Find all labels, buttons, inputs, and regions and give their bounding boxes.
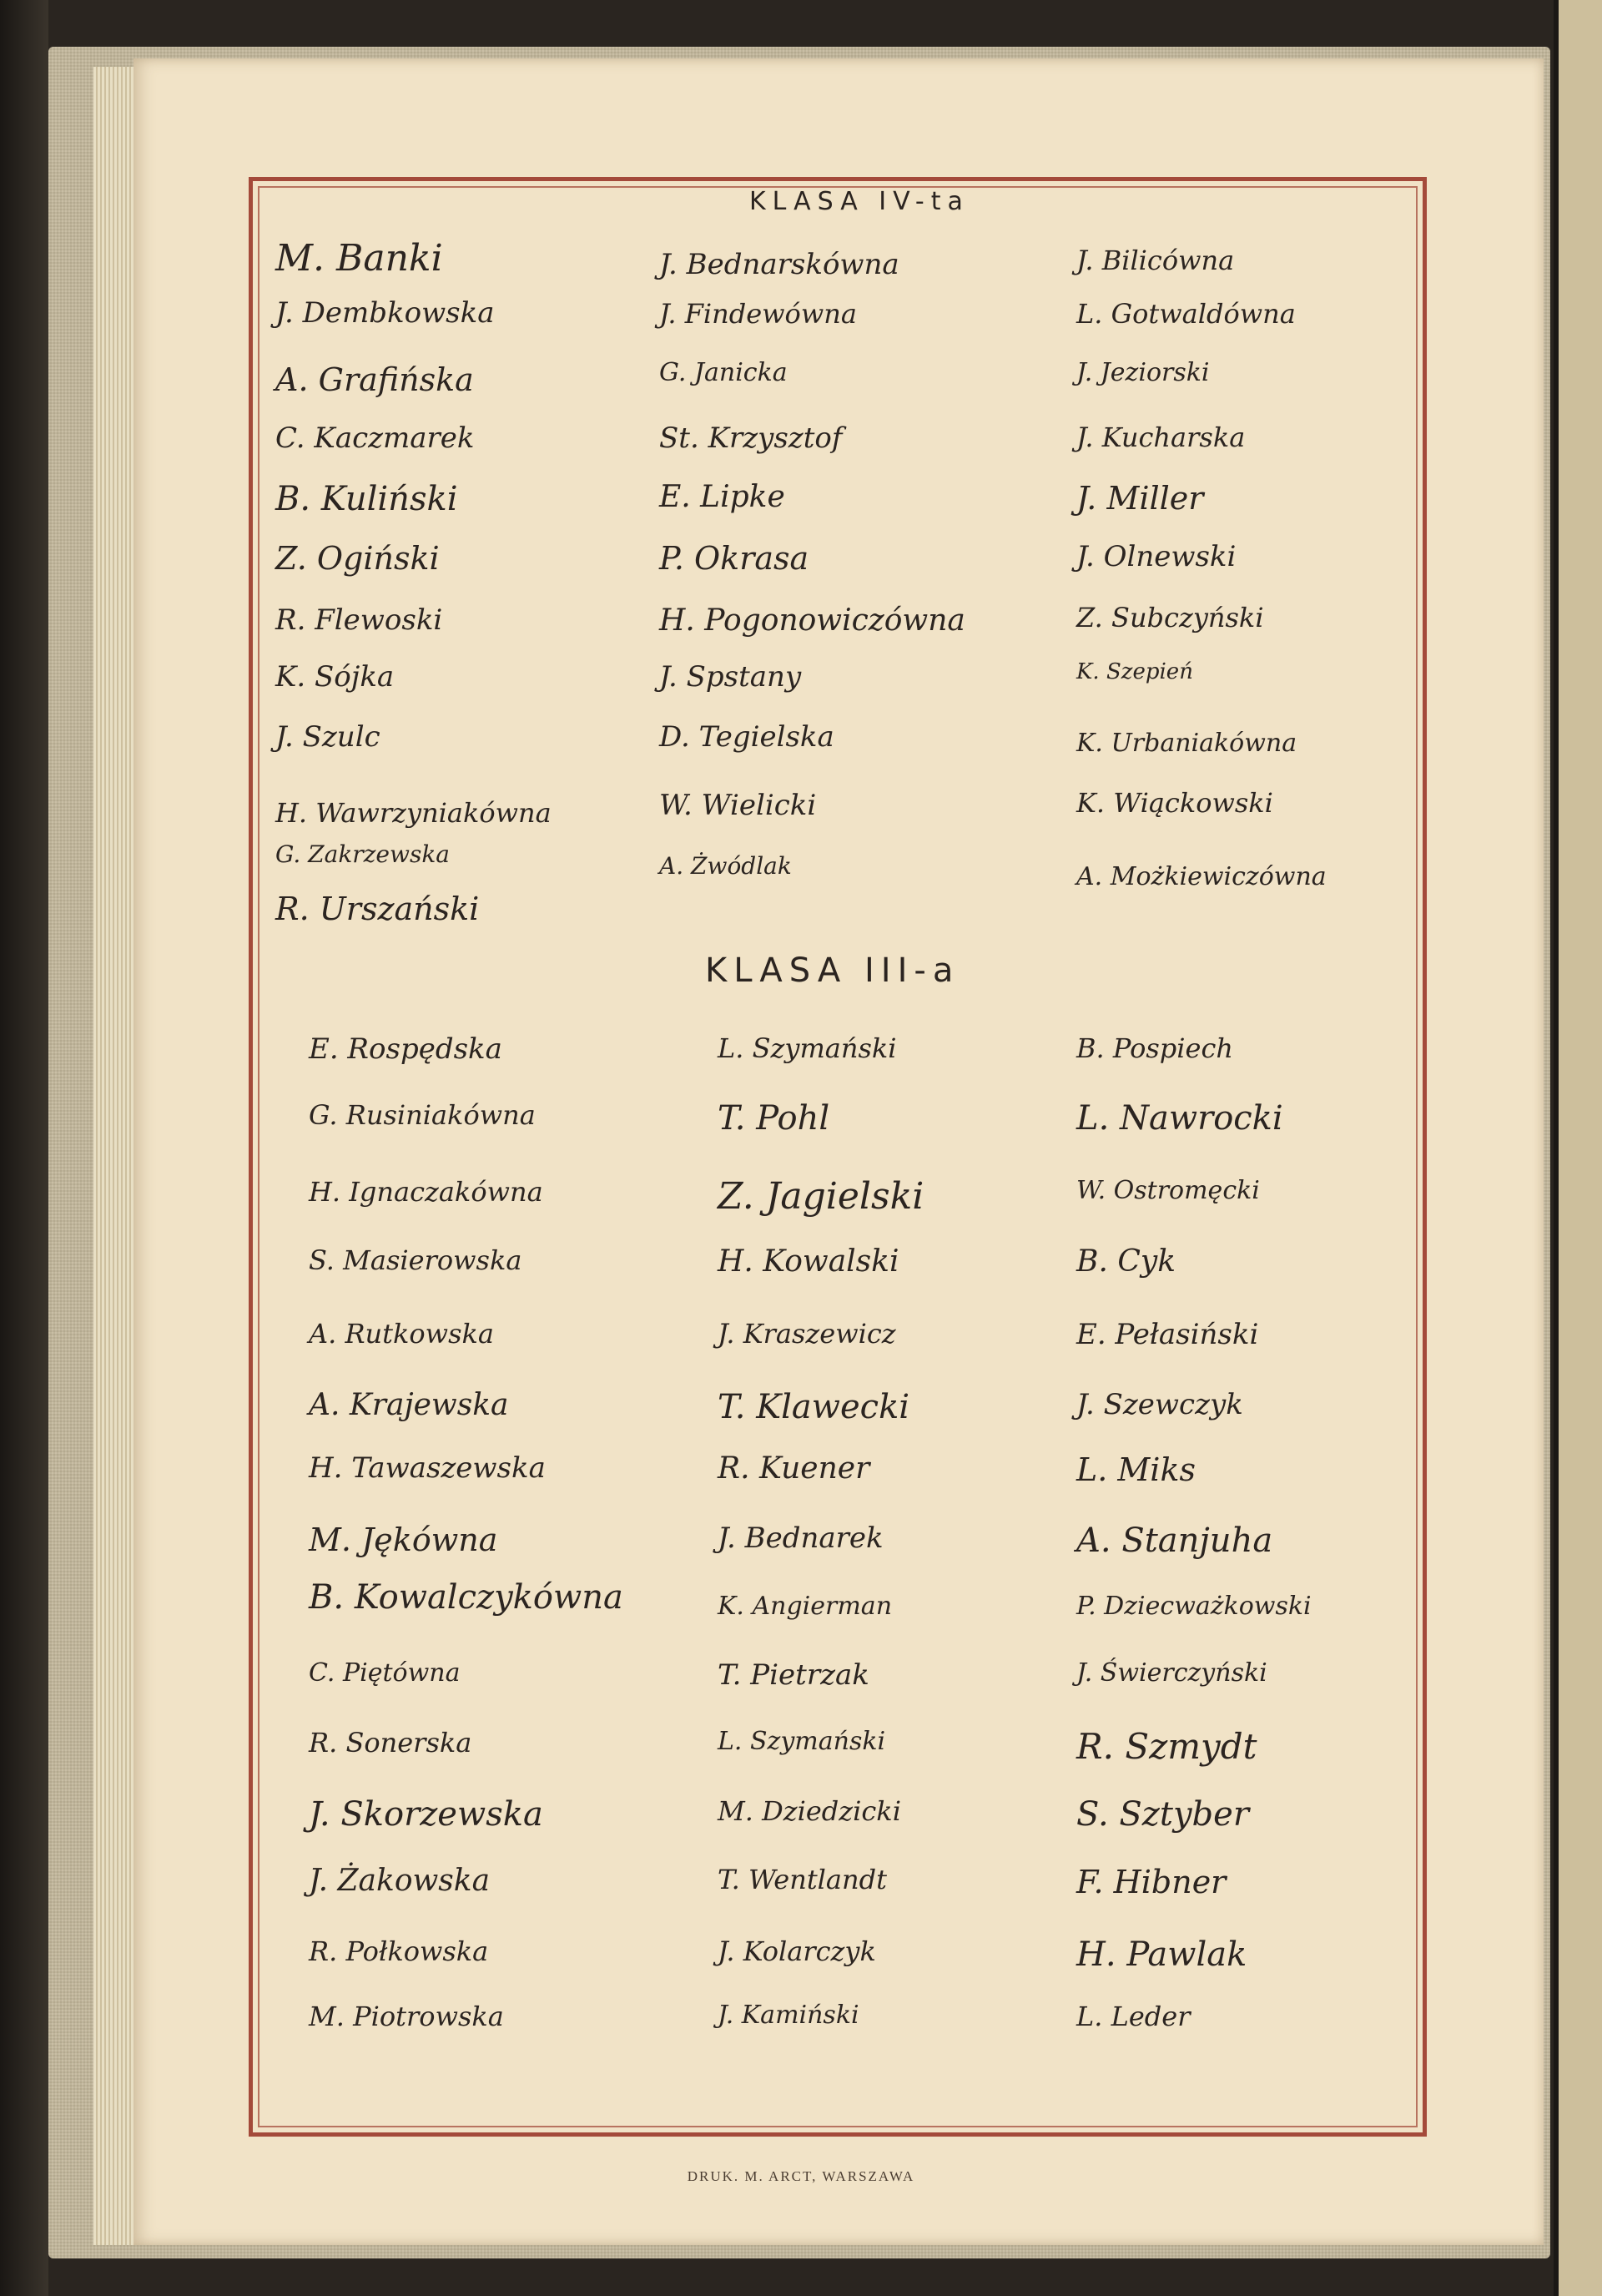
signature-class-iii-col2-9: K. Angierman bbox=[718, 1592, 893, 1621]
signature-class-iv-col1-11: G. Zakrzewska bbox=[275, 840, 450, 868]
signature-class-iii-col3-1: B. Pospiech bbox=[1076, 1032, 1233, 1064]
signature-class-iii-col2-11: L. Szymański bbox=[718, 1727, 886, 1756]
signature-class-iv-col3-5: J. Miller bbox=[1076, 480, 1204, 517]
signature-class-iii-col2-14: J. Kolarczyk bbox=[718, 1935, 876, 1967]
signature-class-iv-col3-4: J. Kucharska bbox=[1076, 421, 1246, 453]
signature-class-iii-col1-11: R. Sonerska bbox=[309, 1727, 472, 1759]
signature-class-iii-col2-8: J. Bednarek bbox=[718, 1521, 884, 1555]
signature-class-iv-col3-3: J. Jeziorski bbox=[1076, 358, 1210, 387]
signature-class-iii-col1-14: R. Połkowska bbox=[309, 1935, 489, 1967]
signature-class-iii-col2-5: J. Kraszewicz bbox=[718, 1318, 896, 1350]
signature-class-iii-col2-2: T. Pohl bbox=[718, 1099, 830, 1138]
signature-class-iii-col3-8: A. Stanjuha bbox=[1076, 1521, 1273, 1560]
signature-class-iv-col1-1: M. Banki bbox=[275, 237, 443, 280]
signature-class-iii-col2-13: T. Wentlandt bbox=[718, 1864, 887, 1895]
signature-class-iii-col1-12: J. Skorzewska bbox=[309, 1795, 543, 1834]
signature-class-iii-col2-15: J. Kamiński bbox=[718, 2001, 859, 2030]
signature-class-iv-col2-9: D. Tegielska bbox=[659, 720, 834, 754]
page-frame-inner-border bbox=[258, 186, 1418, 2127]
signature-class-iv-col1-7: R. Flewoski bbox=[275, 603, 443, 637]
signature-class-iii-col3-7: L. Miks bbox=[1076, 1451, 1196, 1488]
signature-class-iii-col3-11: R. Szmydt bbox=[1076, 1726, 1257, 1767]
signature-class-iii-col1-1: E. Rospędska bbox=[309, 1032, 502, 1066]
signature-class-iii-col3-2: L. Nawrocki bbox=[1076, 1099, 1283, 1138]
signature-class-iv-col1-10: H. Wawrzyniakówna bbox=[275, 797, 552, 829]
signature-class-iii-col1-5: A. Rutkowska bbox=[309, 1318, 494, 1350]
signature-class-iii-col3-5: E. Pełasiński bbox=[1076, 1318, 1259, 1351]
signature-class-iii-col1-2: G. Rusiniakówna bbox=[309, 1099, 536, 1131]
signature-class-iv-col2-11: A. Żwódlak bbox=[659, 852, 792, 880]
signature-class-iii-col1-10: C. Piętówna bbox=[309, 1658, 461, 1688]
signature-class-iii-col3-14: H. Pawlak bbox=[1076, 1935, 1247, 1974]
background-left bbox=[0, 0, 48, 2296]
signature-class-iv-col1-3: A. Grafińska bbox=[275, 361, 474, 398]
signature-class-iv-col3-2: L. Gotwaldówna bbox=[1076, 298, 1296, 330]
signature-class-iii-col1-4: S. Masierowska bbox=[309, 1244, 522, 1276]
signature-class-iii-col2-4: H. Kowalski bbox=[718, 1244, 899, 1279]
signature-class-iii-col3-4: B. Cyk bbox=[1076, 1244, 1176, 1279]
signature-class-iv-col2-1: J. Bednarskówna bbox=[659, 248, 899, 281]
signature-class-iii-col3-3: W. Ostromęcki bbox=[1076, 1176, 1260, 1205]
signature-class-iv-col1-9: J. Szulc bbox=[275, 720, 380, 754]
signature-class-iv-col1-6: Z. Ogiński bbox=[275, 540, 440, 577]
signature-class-iii-col1-13: J. Żakowska bbox=[309, 1864, 491, 1898]
signature-class-iii-col1-8: M. Jękówna bbox=[309, 1521, 498, 1558]
signature-class-iv-col3-11: A. Możkiewiczówna bbox=[1076, 862, 1327, 891]
signature-class-iv-col2-6: P. Okrasa bbox=[659, 540, 809, 577]
signature-class-iii-col1-3: H. Ignaczakówna bbox=[309, 1176, 543, 1208]
signature-class-iii-col1-7: H. Tawaszewska bbox=[309, 1451, 546, 1485]
signature-class-iv-col1-5: B. Kuliński bbox=[275, 480, 458, 518]
signature-class-iv-col1-4: C. Kaczmarek bbox=[275, 421, 475, 455]
page-frame-border bbox=[249, 177, 1427, 2137]
signature-class-iv-col2-7: H. Pogonowiczówna bbox=[659, 603, 965, 638]
signature-class-iii-col1-6: A. Krajewska bbox=[309, 1388, 509, 1422]
signature-class-iii-col3-12: S. Sztyber bbox=[1076, 1795, 1249, 1834]
signature-class-iii-col2-12: M. Dziedzicki bbox=[718, 1795, 901, 1827]
signature-class-iii-col3-13: F. Hibner bbox=[1076, 1864, 1227, 1900]
signature-class-iv-col3-10: K. Wiąckowski bbox=[1076, 787, 1273, 819]
signature-class-iv-col2-4: St. Krzysztof bbox=[659, 421, 843, 455]
signature-class-iii-col2-3: Z. Jagielski bbox=[718, 1175, 924, 1218]
signature-class-iv-col1-2: J. Dembkowska bbox=[275, 296, 495, 330]
signature-class-iii-col3-9: P. Dziecważkowski bbox=[1076, 1592, 1312, 1621]
signature-class-iv-col2-2: J. Findewówna bbox=[659, 298, 857, 330]
signature-class-iv-col3-6: J. Olnewski bbox=[1076, 540, 1237, 573]
signature-class-iv-col2-3: G. Janicka bbox=[659, 358, 788, 387]
signature-class-iii-col2-1: L. Szymański bbox=[718, 1032, 897, 1064]
signature-class-iv-col3-8: K. Szepień bbox=[1076, 659, 1193, 684]
signature-class-iv-col1-8: K. Sójka bbox=[275, 660, 395, 694]
signature-class-iii-col3-15: L. Leder bbox=[1076, 2001, 1191, 2032]
signature-class-iii-col3-6: J. Szewczyk bbox=[1076, 1388, 1243, 1421]
signature-class-iv-col3-9: K. Urbaniakówna bbox=[1076, 729, 1297, 758]
signature-class-iv-col2-8: J. Spstany bbox=[659, 660, 802, 694]
printer-imprint: DRUK. M. ARCT, WARSZAWA bbox=[687, 2168, 915, 2184]
signature-class-iii-col2-10: T. Pietrzak bbox=[718, 1658, 869, 1692]
signature-class-iv-col3-7: Z. Subczyński bbox=[1076, 602, 1264, 633]
page-edges bbox=[93, 67, 135, 2245]
signature-class-iv-col2-5: E. Lipke bbox=[659, 480, 785, 514]
signature-class-iv-col2-10: W. Wielicki bbox=[659, 789, 817, 822]
signature-class-iii-col1-15: M. Piotrowska bbox=[309, 2001, 504, 2032]
signature-class-iv-col1-12: R. Urszański bbox=[275, 891, 480, 927]
signature-class-iii-col3-10: J. Świerczyński bbox=[1076, 1658, 1267, 1688]
adjacent-page-edge bbox=[1554, 0, 1602, 2296]
signature-class-iv-col3-1: J. Bilicówna bbox=[1076, 245, 1235, 276]
class-iii-title: KLASA III-a bbox=[705, 951, 960, 990]
signature-class-iii-col2-7: R. Kuener bbox=[718, 1451, 870, 1486]
signature-class-iii-col1-9: B. Kowalczykówna bbox=[309, 1578, 623, 1617]
class-iv-title: KLASA IV-ta bbox=[749, 187, 970, 216]
signature-class-iii-col2-6: T. Klawecki bbox=[718, 1388, 910, 1426]
